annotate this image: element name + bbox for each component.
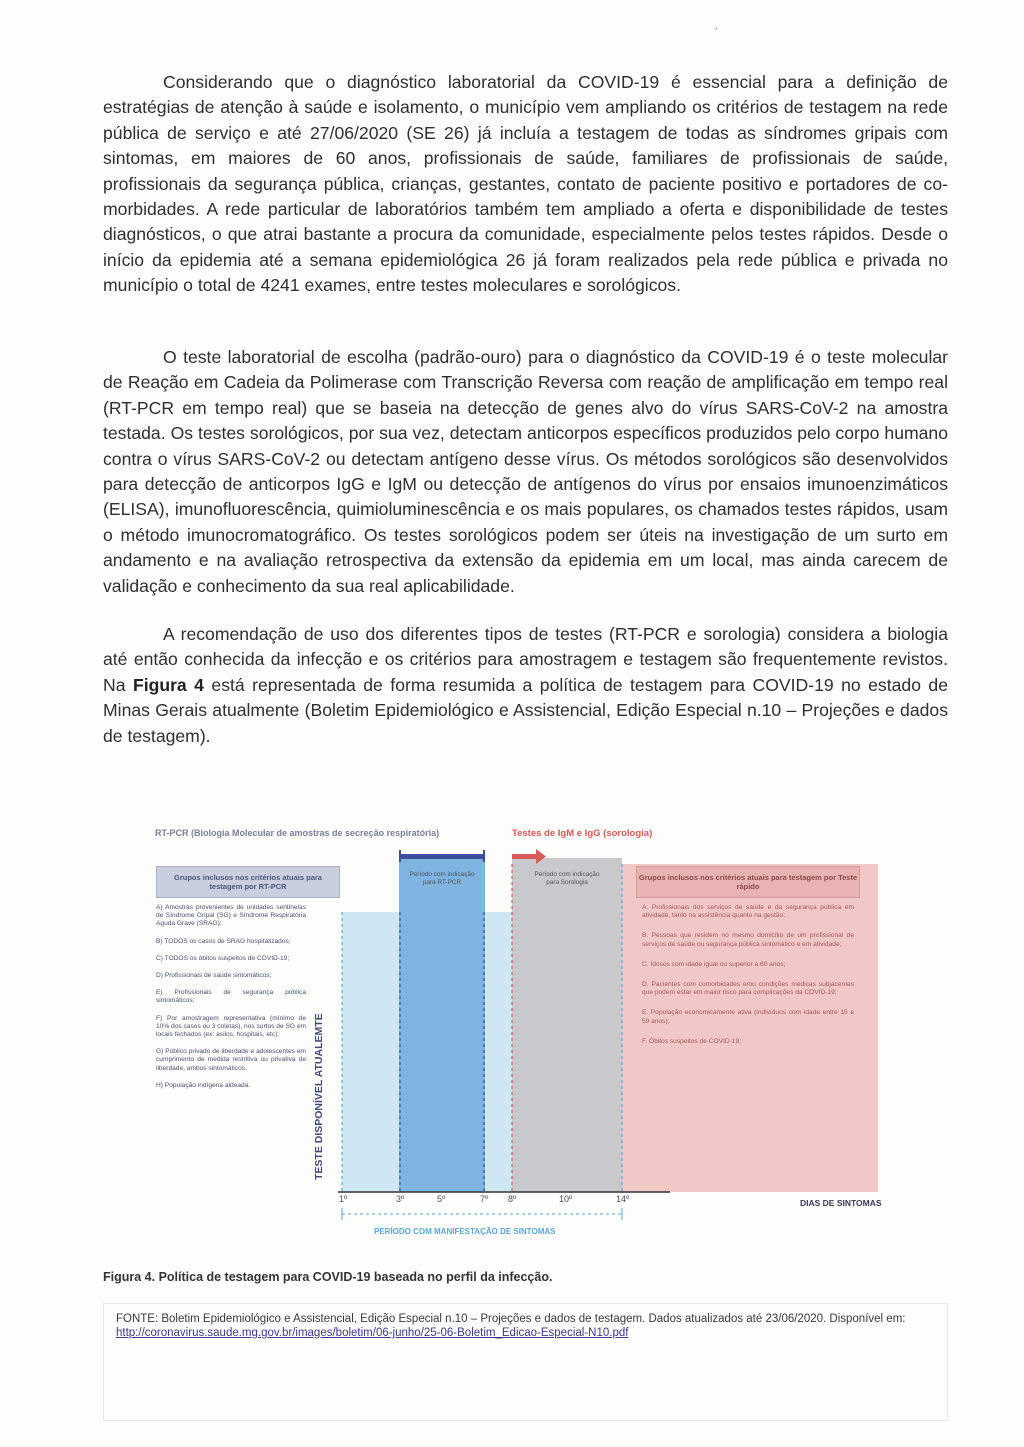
tick-day-8: 8º bbox=[508, 1194, 517, 1204]
rtpcr-group-item: C) TODOS os óbitos suspeitos de COVID-19; bbox=[156, 954, 290, 962]
paragraph-1 bbox=[103, 70, 948, 299]
paragraph-2-text: O teste laboratorial de escolha (padrão-ouro) para o diagnóstico da COVID-19 é o teste molecular de Reação em Cadeia da Polimerase com Transcrição Reversa com reação de amplificação em tempo real (RT-PCR em tempo real) que se baseia na detecção de genes alvo do vírus SARS-CoV-2 na amostra testada. Os testes sorológicos, por sua vez, detectam anticorpos específicos produzidos pelo corpo humano contra o vírus SARS-CoV-2 ou detectam antígeno desse vírus. Os métodos sorológicos são desenvolvidos para detecção de anticorpos IgG e IgM ou detecção de antígenos do vírus por ensaios imunoenzimáticos (ELISA), imunofluorescência, quimioluminescência e os mais populares, os chamados testes rápidos, usam o método imunocromatográfico. Os testes sorológicos podem ser úteis na investigação de um surto em andamento e na avaliação retrospectiva da extensão da epidemia em um local, mas ainda carecem de validação e conhecimento da sua real aplicabilidade. bbox=[103, 347, 948, 596]
rtpcr-group-item: E) Profissionais de segurança pública sintomáticos; bbox=[156, 989, 306, 1005]
paragraph-3-text-a: A recomendação de uso dos diferentes tipos de testes (RT-PCR e sorologia) considera a biologia até então conhecida da infecção e os critérios para amostragem e testagem são frequentemente revistos. Na bbox=[103, 624, 948, 695]
serology-period-label: Período com indicação para Sorologia bbox=[534, 871, 600, 886]
rtpcr-header: RT-PCR (Biologia Molecular de amostras de secreção respiratória) bbox=[155, 828, 440, 838]
rapid-test-groups-title: Grupos inclusos nos critérios atuais para testagem por Teste rápido bbox=[638, 873, 858, 891]
figure-reference: Figura 4 bbox=[132, 674, 204, 695]
rtpcr-group-item: A) Amostras provenientes de unidades sentinelas de Síndrome Gripal (SG) e Síndrome Respiratória Aguda Grave (SRAG); bbox=[156, 904, 306, 928]
source-text: FONTE: Boletim Epidemiológico e Assistencial, Edição Especial n.10 – Projeções e dados de testagem. Dados atualizados até 23/06/2020. Disponível em: bbox=[116, 1313, 906, 1325]
tick-day-14: 14º bbox=[616, 1194, 630, 1204]
rtpcr-group-item: F) Por amostragem representativa (mínimo de 10% dos casos ou 3 coletas), nos surtos de SG em locais fechados (ex: asilos, hospitais, etc); bbox=[156, 1014, 306, 1039]
rapid-test-group-item: B. Pessoas que residem no mesmo domicílio de um profissional de serviços de saúde ou segurança pública sintomático e em atividade; bbox=[642, 932, 854, 948]
rapid-test-group-item: F. Óbitos suspeitos de COVID-19; bbox=[642, 1037, 741, 1045]
tick-day-3: 3º bbox=[396, 1194, 405, 1204]
tick-day-5: 5º bbox=[437, 1194, 446, 1204]
rapid-test-groups-list bbox=[642, 904, 854, 1058]
rtpcr-groups-title: Grupos inclusos nos critérios atuais para testagem por RT-PCR bbox=[174, 873, 322, 891]
paragraph-2 bbox=[103, 345, 948, 599]
rtpcr-group-item: B) TODOS os casos de SRAG hospitalizados; bbox=[156, 937, 291, 945]
source-link[interactable]: http://coronavirus.saude.mg.gov.br/images/boletim/06-junho/25-06-Boletim_Edicao-Especial-N10.pdf bbox=[116, 1327, 629, 1339]
source-box bbox=[103, 1303, 948, 1421]
rtpcr-group-item: H) População indígena aldeada. bbox=[156, 1081, 251, 1089]
testing-policy-figure bbox=[150, 820, 890, 1240]
rtpcr-groups-list bbox=[156, 904, 306, 1099]
tick-day-7: 7º bbox=[480, 1194, 489, 1204]
tick-day-1: 1º bbox=[339, 1194, 348, 1204]
rtpcr-groups-box bbox=[156, 866, 340, 898]
rtpcr-bar bbox=[399, 854, 485, 859]
rtpcr-group-item: D) Profissionais de saúde sintomáticos; bbox=[156, 972, 272, 980]
rapid-test-group-item: A. Profissionais dos serviços de saúde e da segurança pública em atividade, tanto na assistência quanto na gestão; bbox=[642, 904, 854, 920]
rapid-test-group-item: C. Idosos com idade igual ou superior a 60 anos; bbox=[642, 960, 786, 968]
period-label: PERÍODO COM MANIFESTAÇÃO DE SINTOMAS bbox=[374, 1227, 556, 1236]
paragraph-3 bbox=[103, 622, 948, 749]
rapid-test-group-item: E. População economicamente ativa (indivíduos com idade entre 15 e 59 anos); bbox=[642, 1009, 854, 1025]
paragraph-1-text: Considerando que o diagnóstico laboratorial da COVID-19 é essencial para a definição de estratégias de atenção à saúde e isolamento, o município vem ampliando os critérios de testagem na rede pública de serviço e até 27/06/2020 (SE 26) já incluía a testagem de todas as síndromes gripais com sintomas, em maiores de 60 anos, profissionais de saúde, familiares de profissionais de saúde, profissionais da segurança pública, crianças, gestantes, contato de paciente positivo e portadores de co-morbidades. A rede particular de laboratórios também tem ampliado a oferta e disponibilidade de testes diagnósticos, o que atrai bastante a procura da comunidade, especialmente pelos testes rápidos. Desde o início da epidemia até a semana epidemiológica 26 já foram realizados pela rede pública e privada no município o total de 4241 exames, entre testes moleculares e sorológicos. bbox=[103, 72, 948, 296]
serology-period-band bbox=[512, 858, 622, 1192]
rtpcr-group-item: G) Público privado de liberdade e adolescentes em cumprimento de medida restritiva ou privativa de liberdade, ambos sintomáticos. bbox=[156, 1048, 306, 1072]
paragraph-3-text-b: está representada de forma resumida a política de testagem para COVID-19 no estado de Minas Gerais atualmente (Boletim Epidemiológico e Assistencial, Edição Especial n.10 – Projeções e dados de testagem). bbox=[103, 674, 949, 746]
rtpcr-period-label: Período com indicação para RT-PCR bbox=[409, 871, 475, 886]
rapid-test-groups-box bbox=[636, 866, 860, 898]
figure-caption: Figura 4. Política de testagem para COVID-19 baseada no perfil da infecção. bbox=[103, 1270, 553, 1284]
serology-header: Testes de IgM e IgG (sorologia) bbox=[512, 828, 653, 839]
scan-mark: ˏ bbox=[714, 16, 718, 30]
rapid-test-group-item: D. Pacientes com comorbidades e/ou condições médicas subjacentes que podem estar em maior risco para complicações da COVID-19; bbox=[642, 981, 854, 997]
y-axis-label: TESTE DISPONÍVEL ATUALEMTE bbox=[313, 1013, 325, 1180]
tick-day-10: 10º bbox=[559, 1194, 573, 1204]
x-axis-label: DIAS DE SINTOMAS bbox=[800, 1198, 882, 1208]
rtpcr-period-band bbox=[399, 858, 485, 1192]
serology-arrow-shaft bbox=[512, 854, 536, 859]
